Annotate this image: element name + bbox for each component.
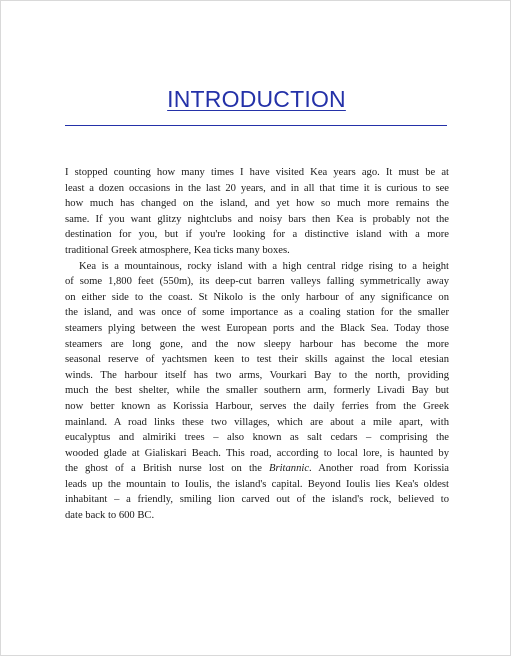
text-line: date back to 600 BC.: [65, 510, 155, 522]
text-line: destination for you, but if you're looking for a distinctive island with a more: [65, 229, 449, 241]
text-line: winds. The harbour itself has two arms, Vourkari Bay to the north, providing: [65, 369, 449, 381]
paragraph-2: [65, 259, 449, 524]
text-line: same. If you want glitzy nightclubs and noisy bars then Kea is probably not the: [65, 213, 449, 225]
paragraph-1: [65, 165, 449, 259]
text-line: steamers are long gone, and the now sleepy harbour has become the more: [65, 338, 449, 350]
text-segment: . Another road from Korissia: [309, 463, 449, 475]
text-segment: the ghost of a British nurse lost on the: [65, 463, 270, 475]
text-line: how much has changed on the island, and yet how so much more remains the: [65, 198, 449, 210]
text-line: the island, and was once of some importance as a coaling station for the smaller: [65, 307, 449, 319]
text-line: on either side to the coast. St Nikolo is the only harbour of any significance on: [65, 291, 449, 303]
title-rule: [65, 125, 447, 126]
ship-name: Britannic: [269, 463, 310, 475]
text-line: seasonal reserve of yachtsmen keen to test their skills against the local etesian: [65, 354, 449, 366]
text-line: Kea is a mountainous, rocky island with a high central ridge rising to a height: [79, 260, 449, 272]
text-line: inhabitant – a friendly, smiling lion carved out of the island's rock, believed to: [65, 494, 449, 506]
text-line: now better known as Korissia Harbour, serves the daily ferries from the Greek: [65, 400, 449, 412]
text-line-with-ship-name: [65, 461, 449, 477]
text-line: least a dozen occasions in the last 20 years, and in all that time it is curious to see: [65, 182, 449, 194]
text-line: much the best shelter, while the smaller southern arm, formerly Livadi Bay but: [65, 385, 449, 397]
text-line: eucalyptus and almiriki trees – also known as salt cedars – comprising the: [65, 432, 449, 444]
page-title: INTRODUCTION: [167, 86, 346, 112]
text-line: I stopped counting how many times I have visited Kea years ago. It must be at: [65, 167, 449, 178]
body-text: [65, 165, 449, 524]
text-line: mainland. A road links these two villages, which are about a mile apart, with: [65, 416, 449, 428]
text-line: traditional Greek atmosphere, Kea ticks many boxes.: [65, 244, 290, 256]
text-line: steamers plying between the west European ports and the Black Sea. Today those: [65, 322, 449, 334]
text-line: leads up the mountain to Ioulis, the island's capital. Beyond Ioulis lies Kea's oldest: [65, 478, 449, 490]
text-line: wooded glade at Gialiskari Beach. This road, according to local lore, is haunted by: [65, 447, 449, 459]
text-line: of some 1,800 feet (550m), its deep-cut barren valleys falling symmetrically away: [65, 276, 449, 288]
